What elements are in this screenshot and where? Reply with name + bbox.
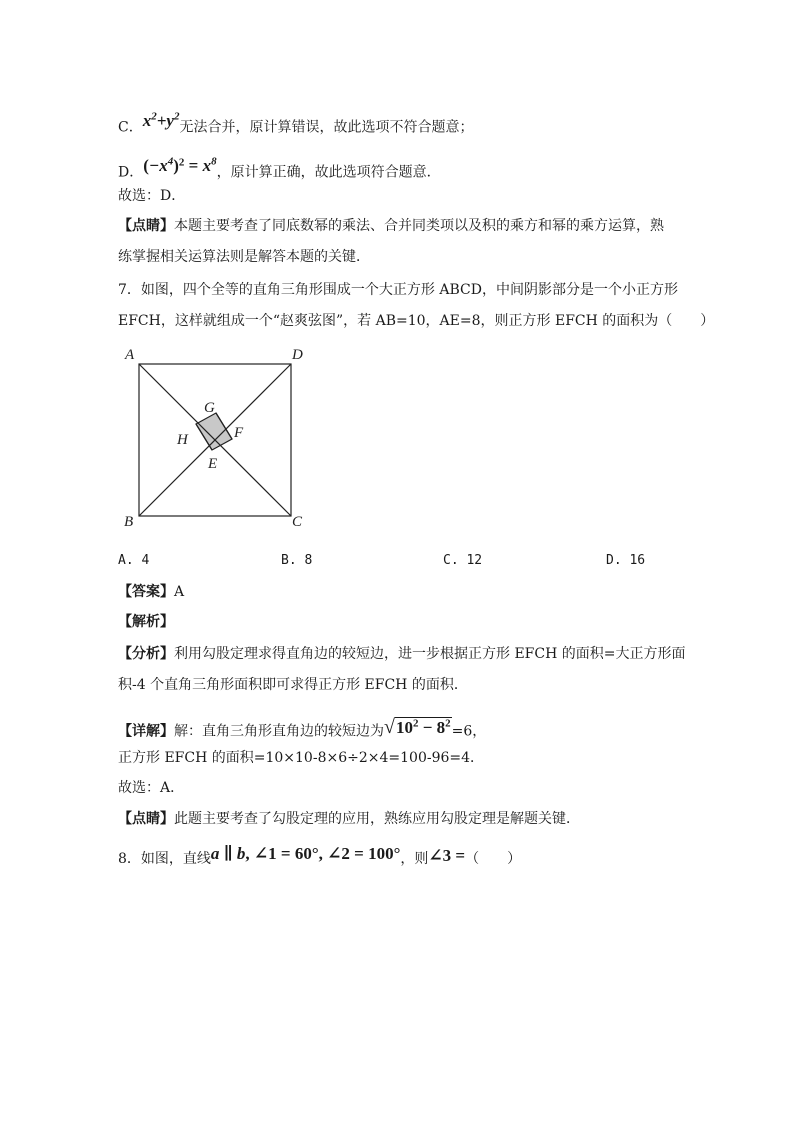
label-g: G — [204, 400, 215, 416]
dianjing-6-line1 — [118, 216, 664, 236]
dianjing-6-line2: 练掌握相关运算法则是解答本题的关键． — [118, 249, 370, 265]
jiexi-label: 【解析】 — [118, 614, 174, 630]
dianjing-7-text: 此题主要考查了勾股定理的应用，熟练应用勾股定理是解题关键． — [174, 811, 580, 827]
shaded-square-efgh — [196, 413, 232, 450]
q8-expression: a ∥ b, ∠1 = 60°, ∠2 = 100° — [210, 844, 401, 863]
option-d-line — [118, 157, 441, 183]
choice-7: 故选：A． — [118, 780, 185, 796]
xiangjie-tail: =6， — [451, 723, 487, 740]
label-c: C — [292, 514, 303, 530]
fenxi-line1 — [118, 644, 685, 664]
option-d: D. 16 — [606, 553, 646, 568]
dianjing-7-label: 【点睛】 — [118, 811, 174, 827]
label-b: B — [124, 514, 134, 530]
xiangjie-line — [118, 716, 486, 742]
label-e: E — [208, 456, 218, 472]
question-8-prefix: 8．如图，直线 — [118, 851, 211, 867]
dianjing-text: 本题主要考查了同底数幂的乘法、合并同类项以及积的乘方和幂的乘方运算，熟 — [174, 218, 664, 234]
xiangjie-text: 解：直角三角形直角边的较短边为 — [174, 723, 384, 740]
zhao-shuang-figure — [118, 342, 318, 532]
answer-label: 【答案】 — [118, 584, 174, 600]
dianjing-7-line — [118, 809, 580, 829]
question-8-mid: ，则 — [400, 851, 429, 867]
answer-line — [118, 582, 184, 602]
fenxi-label: 【分析】 — [118, 646, 174, 662]
q8-angle: ∠3 = — [428, 846, 466, 865]
option-c: C. 12 — [443, 553, 483, 568]
option-d-text: ，原计算正确，故此选项符合题意． — [216, 164, 441, 181]
fenxi-text: 利用勾股定理求得直角边的较短边，进一步根据正方形 EFCH 的面积=大正方形面 — [174, 646, 686, 662]
option-a: A. 4 — [118, 553, 150, 568]
calculation-line: 正方形 EFCH 的面积=10×10-8×6÷2×4=100-96=4． — [118, 750, 485, 766]
d-expression: $(-x^4)^2 = x^8$ — [143, 155, 217, 175]
option-c-prefix: C． — [118, 119, 143, 136]
option-c-text: 无法合并，原计算错误，故此选项不符合题意； — [179, 119, 474, 136]
label-f: F — [234, 425, 244, 441]
option-b: B. 8 — [281, 553, 313, 568]
option-c-line — [118, 112, 473, 138]
xiangjie-label: 【详解】 — [118, 723, 174, 740]
fenxi-line2: 积-4 个直角三角形面积即可求得正方形 EFCH 的面积． — [118, 677, 468, 693]
jiexi-heading — [118, 612, 174, 632]
c-expression: $x^2+y^2$ — [142, 110, 180, 130]
option-d-prefix: D． — [118, 164, 144, 181]
question-7-line1: 7．如图，四个全等的直角三角形围成一个大正方形 ABCD，中间阴影部分是一个小正方形 — [118, 282, 678, 298]
label-h: H — [177, 432, 188, 448]
dianjing-label: 【点睛】 — [118, 218, 174, 234]
question-8-line — [118, 844, 522, 869]
label-a: A — [125, 347, 135, 363]
label-d: D — [292, 347, 303, 363]
question-8-end: （ ） — [465, 851, 522, 867]
answer-value: A — [174, 584, 185, 600]
sqrt-expression: $√10^2 - 8^2$ — [384, 715, 451, 738]
choice-6: 故选：D． — [118, 188, 186, 204]
question-7-line2: EFCH，这样就组成一个“赵爽弦图”，若 AB=10，AE=8，则正方形 EFCH 的面积为（ ） — [118, 313, 715, 329]
